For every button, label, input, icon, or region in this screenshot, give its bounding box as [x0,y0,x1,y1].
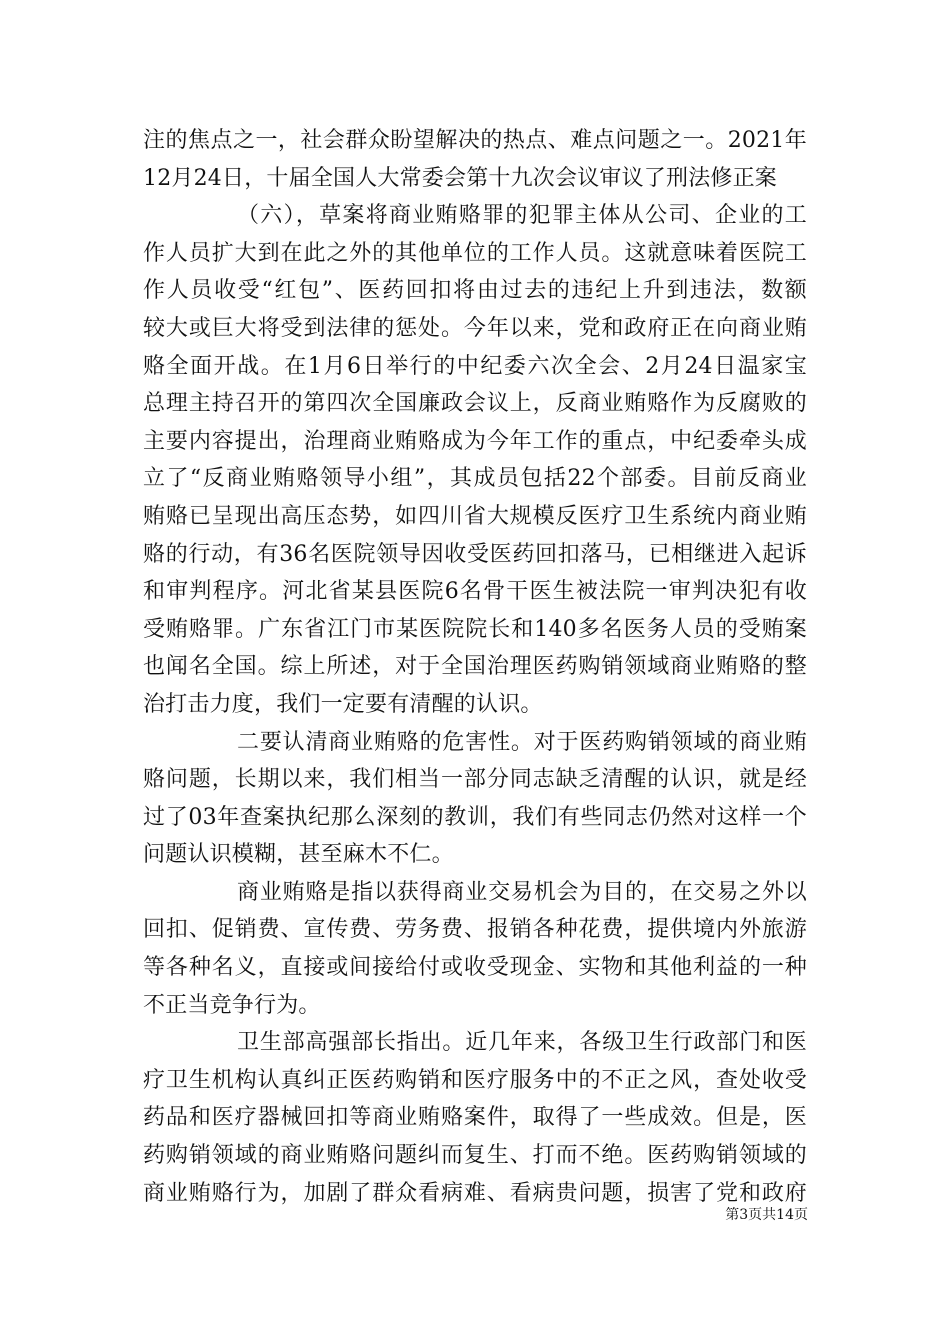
page-footer: 第3页共14页 [725,1207,808,1223]
text-line: 药品和医疗器械回扣等商业贿赂案件，取得了一些成效。但是，医 [143,1105,807,1131]
text-line: 立了“反商业贿赂领导小组”，其成员包括22个部委。目前反商业 [143,466,807,492]
text-line: 回扣、促销费、宣传费、劳务费、报销各种花费，提供境内外旅游 [143,917,807,943]
text-line: （六），草案将商业贿赂罪的犯罪主体从公司、企业的工 [237,203,807,229]
text-line: 药购销领域的商业贿赂问题纠而复生、打而不绝。医药购销领域的 [143,1143,807,1169]
text-line: 较大或巨大将受到法律的惩处。今年以来，党和政府正在向商业贿 [143,315,807,341]
text-line: 疗卫生机构认真纠正医药购销和医疗服务中的不正之风，查处收受 [143,1067,807,1093]
text-line: 作人员收受“红包”、医药回扣将由过去的违纪上升到违法，数额 [143,278,807,304]
text-line: 作人员扩大到在此之外的其他单位的工作人员。这就意味着医院工 [143,240,807,266]
text-line: 问题认识模糊，甚至麻木不仁。 [143,842,454,868]
text-line: 注的焦点之一，社会群众盼望解决的热点、难点问题之一。2021年 [143,128,807,153]
text-line: 主要内容提出，治理商业贿赂成为今年工作的重点，中纪委牵头成 [143,428,807,454]
text-line: 过了03年查案执纪那么深刻的教训，我们有些同志仍然对这样一个 [143,804,807,830]
text-line: 商业贿赂是指以获得商业交易机会为目的，在交易之外以 [237,879,807,905]
document-body [143,122,807,1212]
text-line: 卫生部高强部长指出。近几年来，各级卫生行政部门和医 [237,1030,807,1056]
text-line: 等各种名义，直接或间接给付或收受现金、实物和其他利益的一种 [143,955,807,981]
text-line: 赂的行动，有36名医院领导因收受医药回扣落马，已相继进入起诉 [143,541,807,567]
text-line: 受贿赂罪。广东省江门市某医院院长和140多名医务人员的受贿案 [143,616,807,642]
text-line: 治打击力度，我们一定要有清醒的认识。 [143,691,543,717]
text-line: 赂全面开战。在1月6日举行的中纪委六次全会、2月24日温家宝 [143,353,807,379]
text-line: 也闻名全国。综上所述，对于全国治理医药购销领域商业贿赂的整 [143,654,807,680]
text-line: 贿赂已呈现出高压态势，如四川省大规模反医疗卫生系统内商业贿 [143,503,807,529]
text-line: 二要认清商业贿赂的危害性。对于医药购销领域的商业贿 [237,729,807,755]
text-line: 12月24日，十届全国人大常委会第十九次会议审议了刑法修正案 [143,165,777,191]
text-line: 和审判程序。河北省某县医院6名骨干医生被法院一审判决犯有收 [143,579,807,605]
text-line: 商业贿赂行为，加剧了群众看病难、看病贵问题，损害了党和政府 [143,1180,807,1206]
text-line: 总理主持召开的第四次全国廉政会议上，反商业贿赂作为反腐败的 [143,391,807,417]
text-line: 不正当竞争行为。 [143,992,321,1018]
text-line: 赂问题，长期以来，我们相当一部分同志缺乏清醒的认识，就是经 [143,767,807,793]
